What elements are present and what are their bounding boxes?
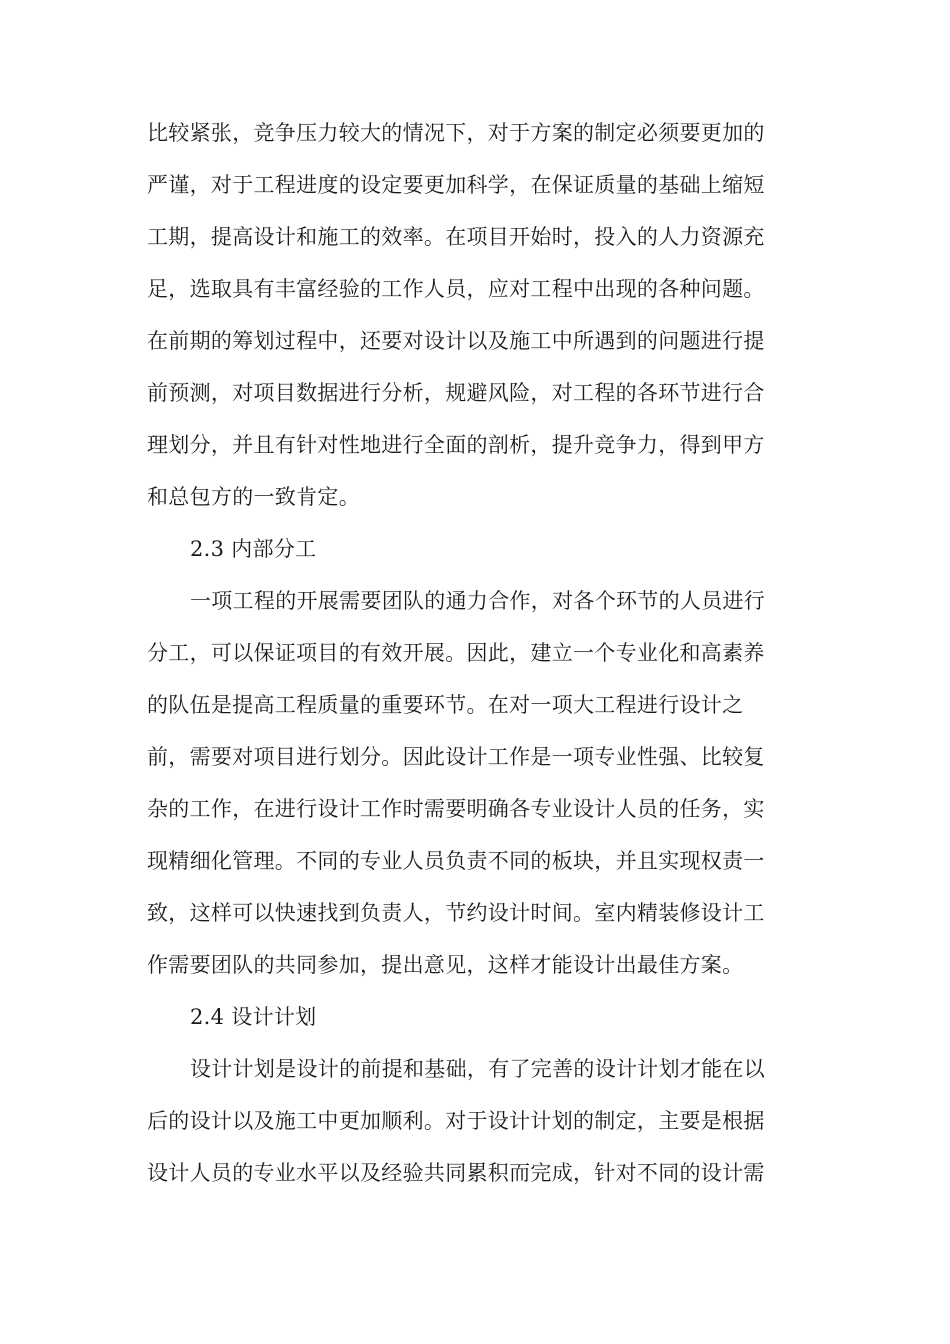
paragraph-1-line-6: 前预测，对项目数据进行分析，规避风险，对工程的各环节进行合 (147, 381, 765, 405)
paragraph-3-line-3: 设计人员的专业水平以及经验共同累积而完成，针对不同的设计需 (147, 1161, 765, 1185)
paragraph-2-line-4: 前，需要对项目进行划分。因此设计工作是一项专业性强、比较复 (147, 745, 765, 769)
paragraph-2-line-3: 的队伍是提高工程质量的重要环节。在对一项大工程进行设计之 (147, 693, 744, 717)
section-heading-2-4: 2.4 设计计划 (190, 1005, 317, 1029)
paragraph-1-line-1: 比较紧张，竞争压力较大的情况下，对于方案的制定必须要更加的 (147, 121, 765, 145)
section-heading-2-3: 2.3 内部分工 (190, 537, 317, 561)
paragraph-1-line-4: 足，选取具有丰富经验的工作人员，应对工程中出现的各种问题。 (147, 277, 765, 301)
paragraph-1-line-7: 理划分，并且有针对性地进行全面的剖析，提升竞争力，得到甲方 (147, 433, 765, 457)
paragraph-1-line-2: 严谨，对于工程进度的设定要更加科学，在保证质量的基础上缩短 (147, 173, 765, 197)
paragraph-2-line-1: 一项工程的开展需要团队的通力合作，对各个环节的人员进行 (190, 589, 766, 613)
paragraph-3-line-2: 后的设计以及施工中更加顺利。对于设计计划的制定，主要是根据 (147, 1109, 765, 1133)
paragraph-2-line-7: 致，这样可以快速找到负责人，节约设计时间。室内精装修设计工 (147, 901, 765, 925)
paragraph-1-line-8: 和总包方的一致肯定。 (147, 485, 360, 509)
paragraph-2-line-8: 作需要团队的共同参加，提出意见，这样才能设计出最佳方案。 (147, 953, 744, 977)
paragraph-2-line-5: 杂的工作，在进行设计工作时需要明确各专业设计人员的任务，实 (147, 797, 765, 821)
paragraph-1-line-3: 工期，提高设计和施工的效率。在项目开始时，投入的人力资源充 (147, 225, 765, 249)
paragraph-1-line-5: 在前期的筹划过程中，还要对设计以及施工中所遇到的问题进行提 (147, 329, 765, 353)
paragraph-3-line-1: 设计计划是设计的前提和基础，有了完善的设计计划才能在以 (190, 1057, 766, 1081)
paragraph-2-line-6: 现精细化管理。不同的专业人员负责不同的板块，并且实现权责一 (147, 849, 765, 873)
paragraph-2-line-2: 分工，可以保证项目的有效开展。因此，建立一个专业化和高素养 (147, 641, 765, 665)
